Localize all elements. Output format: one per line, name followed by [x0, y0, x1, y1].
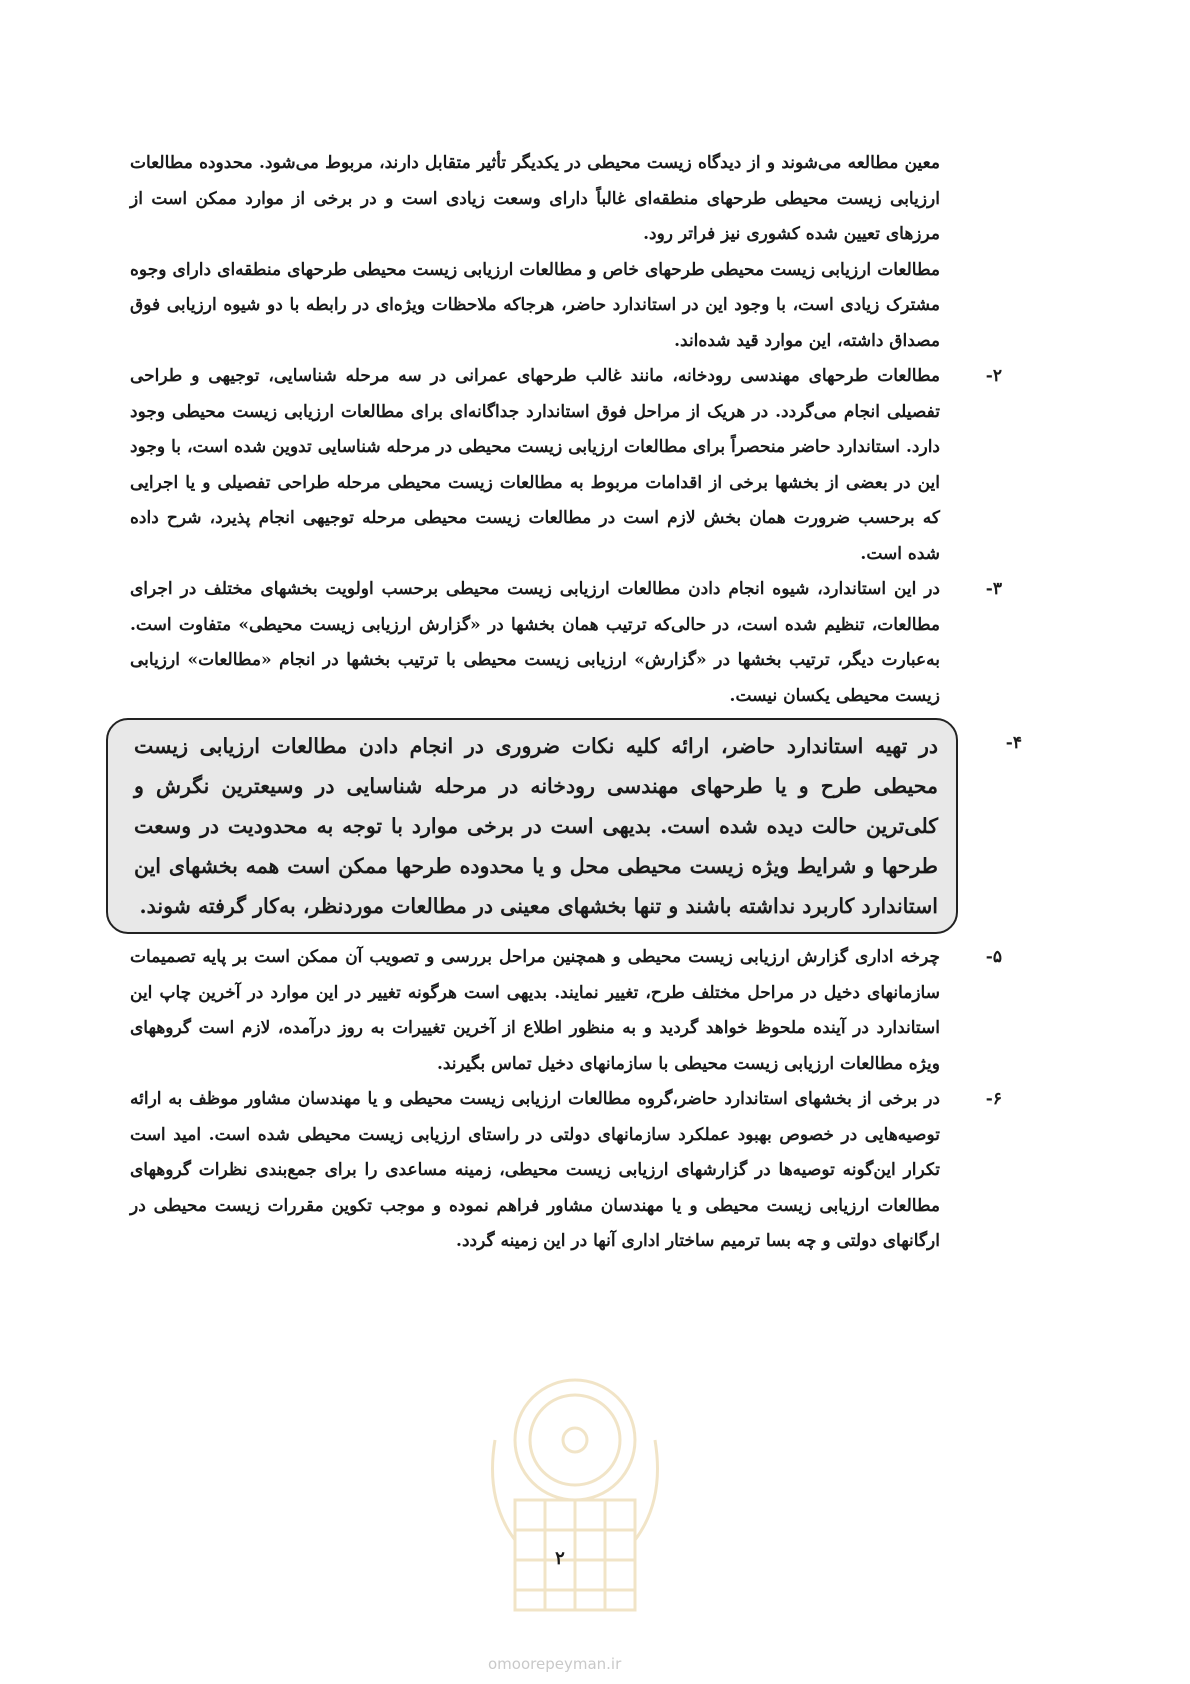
list-item-number: ۳-	[985, 579, 1002, 599]
intro-paragraph-2: مطالعات ارزیابی زیست محیطی طرحهای خاص و مطالعات ارزیابی زیست محیطی طرحهای منطقه‌ای دارای وجوه مشترک زیادی است، با وجود این در استاندارد حاضر، هرجاکه ملاحظات ویژه‌ای در رابطه با دو شیوه ارزیابی فوق مصداق داشته، این موارد قید شده‌اند.	[130, 259, 940, 351]
list-item-3	[130, 572, 1002, 714]
page-content	[130, 146, 1022, 1260]
list-item-5	[130, 940, 1002, 1082]
list-item-2	[130, 359, 1002, 572]
list-item-text: چرخه اداری گزارش ارزیابی زیست محیطی و همچنین مراحل بررسی و تصویب آن ممکن است بر پایه تصمیمات سازمانهای دخیل در مراحل مختلف طرح، تغییر نمایند. بدیهی است هرگونه تغییر در این موارد در آخرین چاپ این استاندارد در آینده ملحوظ خواهد گردید و به منظور اطلاع از آخرین تغییرات به روز درآمده، لازم است گروههای ویژه مطالعات ارزیابی زیست محیطی با سازمانهای دخیل تماس بگیرند.	[130, 947, 940, 1074]
list-item-number: ۶-	[985, 1089, 1002, 1109]
list-item-number: ۲-	[985, 366, 1002, 386]
list-item-text: در این استاندارد، شیوه انجام دادن مطالعات ارزیابی زیست محیطی برحسب اولویت بخشهای مختلف در اجرای مطالعات، تنظیم شده است، در حالی‌که ترتیب همان بخشها در «گزارش ارزیابی زیست محیطی» متفاوت است. به‌عبارت دیگر، ترتیب بخشها در «گزارش» ارزیابی زیست محیطی با ترتیب بخشها در انجام «مطالعات» ارزیابی زیست محیطی یکسان نیست.	[130, 579, 940, 706]
list-item-text: مطالعات طرحهای مهندسی رودخانه، مانند غالب طرحهای عمرانی در سه مرحله شناسایی، توجیهی و طراحی تفصیلی انجام می‌گردد. در هریک از مراحل فوق استاندارد جداگانه‌ای برای مطالعات ارزیابی زیست محیطی وجود دارد. استاندارد حاضر منحصراً برای مطالعات ارزیابی زیست محیطی در مرحله شناسایی تدوین شده است، با وجود این در بعضی از بخشها برخی از اقدامات مربوط به مطالعات زیست محیطی مرحله طراحی تفصیلی و یا اجرایی که برحسب ضرورت همان بخش لازم است در مطالعات زیست محیطی مرحله توجیهی انجام پذیرد، شرح داده شده است.	[130, 366, 940, 564]
watermark-seal-icon	[475, 1370, 675, 1620]
intro-paragraph-1: معین مطالعه می‌شوند و از دیدگاه زیست محیطی در یکدیگر تأثیر متقابل دارند، مربوط می‌شود. محدوده مطالعات ارزیابی زیست محیطی طرحهای منطقه‌ای غالباً دارای وسعت زیادی است و در برخی از موارد ممکن است از مرزهای تعیین شده کشوری نیز فراتر رود.	[130, 153, 940, 244]
highlight-box	[106, 718, 1022, 934]
list-item-text: در تهیه استاندارد حاضر، ارائه کلیه نکات ضروری در انجام دادن مطالعات ارزیابی زیست محیطی طرح و یا طرحهای مهندسی رودخانه در مرحله شناسایی در وسیعترین نگرش و کلی‌ترین حالت دیده شده است. بدیهی است در برخی موارد با توجه به محدودیت در وسعت طرحها و شرایط ویژه زیست محیطی محل و یا محدوده طرحها ممکن است همه بخشهای این استاندارد کاربرد نداشته باشند و تنها بخشهای معینی در مطالعات موردنظر، به‌کار گرفته شوند.	[134, 734, 938, 918]
list-item-6	[130, 1082, 1002, 1260]
list-item-number: ۵-	[985, 947, 1002, 967]
list-item-number: ۴-	[1005, 733, 1022, 753]
list-item-4-highlighted	[130, 718, 1022, 934]
list-item-text: در برخی از بخشهای استاندارد حاضر،گروه مطالعات ارزیابی زیست محیطی و یا مهندسان مشاور موظف به ارائه توصیه‌هایی در خصوص بهبود عملکرد سازمانهای دولتی در راستای ارزیابی زیست محیطی شده است. امید است تکرار این‌گونه توصیه‌ها در گزارشهای ارزیابی زیست محیطی، زمینه مساعدی را برای جمع‌بندی نظرات گروههای مطالعات ارزیابی زیست محیطی و یا مهندسان مشاور فراهم نموده و موجب تکوین مقررات زیست محیطی در ارگانهای دولتی و چه بسا ترمیم ساختار اداری آنها در این زمینه گردد.	[130, 1089, 940, 1251]
page-number: ۲	[555, 1548, 565, 1569]
site-watermark: omoorepeyman.ir	[488, 1655, 622, 1673]
